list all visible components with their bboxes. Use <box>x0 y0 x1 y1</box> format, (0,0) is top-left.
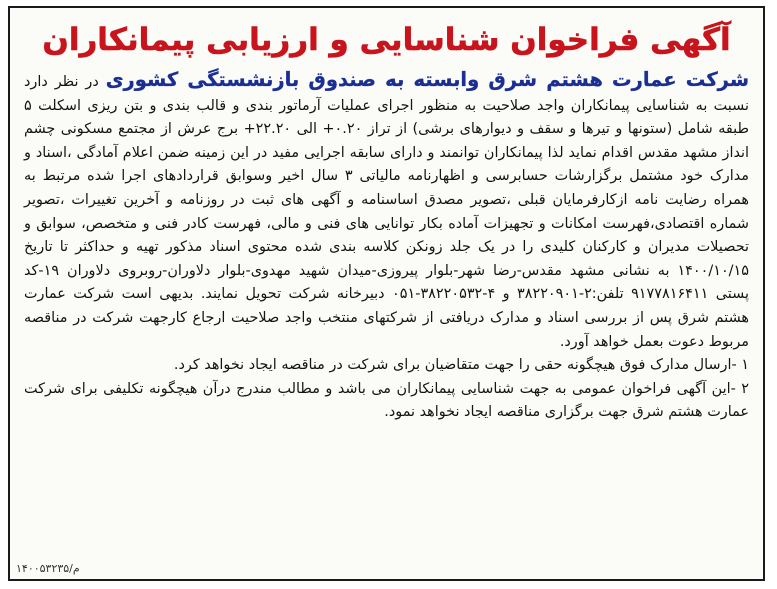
company-name: شرکت عمارت هشتم شرق وابسته به صندوق بازنشستگی کشوری <box>105 68 749 91</box>
notice-note-2: ۲ -این آگهی فراخوان عمومی به جهت شناسایی پیمانکاران می باشد و مطالب مندرج درآن هیچگونه تکلیفی برای شرکت عمارت هشتم شرق جهت برگزاری مناقصه ایجاد نخواهد نمود. <box>24 380 749 421</box>
notice-main-paragraph <box>24 68 749 354</box>
ad-reference-code: ۱۴۰۰۵۳۲۳۵/م <box>16 562 80 575</box>
notice-frame <box>8 6 765 581</box>
notice-title: آگهی فراخوان شناسایی و ارزیابی پیمانکاران <box>42 22 731 58</box>
notice-body <box>10 62 763 425</box>
notice-note-1: ۱ -ارسال مدارک فوق هیچگونه حقی را جهت متقاضیان برای شرکت در مناقصه ایجاد نخواهد کرد. <box>173 357 749 374</box>
notice-intro-text: در نظر دارد نسبت به شناسایی پیمانکاران واجد صلاحیت به منظور اجرای عملیات آرماتور بندی و قالب بندی و بتن ریزی اسکلت ۵ طبقه شامل (ستونها و تیرها و سقف و دیوارهای برشی) از تراز ۰.۲۰+ الی ۲۲.۲۰+ برج عرش از مجتمع مسکونی چشم انداز مشهد مقدس اقدام نماید لذا پیمانکاران توانمند و دارای سابقه اجرایی مفید در این زمینه ضمن اعلام آمادگی ،اسناد و مدارک خود مشتمل برگزارشات حسابرسی و اظهارنامه مالیاتی ۳ سال اخیر وسوابق قراردادهای اجرا شده مرتبط به همراه رضایت نامه ازکارفرمایان قبلی ،تصویر مصدق اساسنامه و آگهی های ثبت در روزنامه و آخرین تغییرات ،تصویر شماره اقتصادی،فهرست امکانات و تجهیزات آماده بکار توانایی های فنی و مالی، فهرست کادر فنی و متخصص، سوابق و تحصیلات مدیران و کارکنان کلیدی را در یک جلد زونکن کلاسه بندی شده محتوی اسناد مذکور تهیه و حداکثر تا تاریخ ۱۴۰۰/۱۰/۱۵ به نشانی مشهد مقدس-رضا شهر-بلوار پیروزی-میدان شهید مهدوی-بلوار دلاوران-روبروی دلاوران ۱۹-کد پستی ۹۱۷۷۸۱۶۴۱۱ تلفن:۲-۳۸۲۲۰۹۰۱ و ۴-۳۸۲۲۰۵۳۲-۰۵۱ دبیرخانه شرکت تحویل نمایند. بدیهی است شرکت عمارت هشتم شرق پس از بررسی اسناد و مدارک دریافتی از شرکتهای منتخب واجد صلاحیت ارجاع کارجهت شرکت در مناقصه مربوط دعوت بعمل خواهد آورد. <box>24 74 749 350</box>
